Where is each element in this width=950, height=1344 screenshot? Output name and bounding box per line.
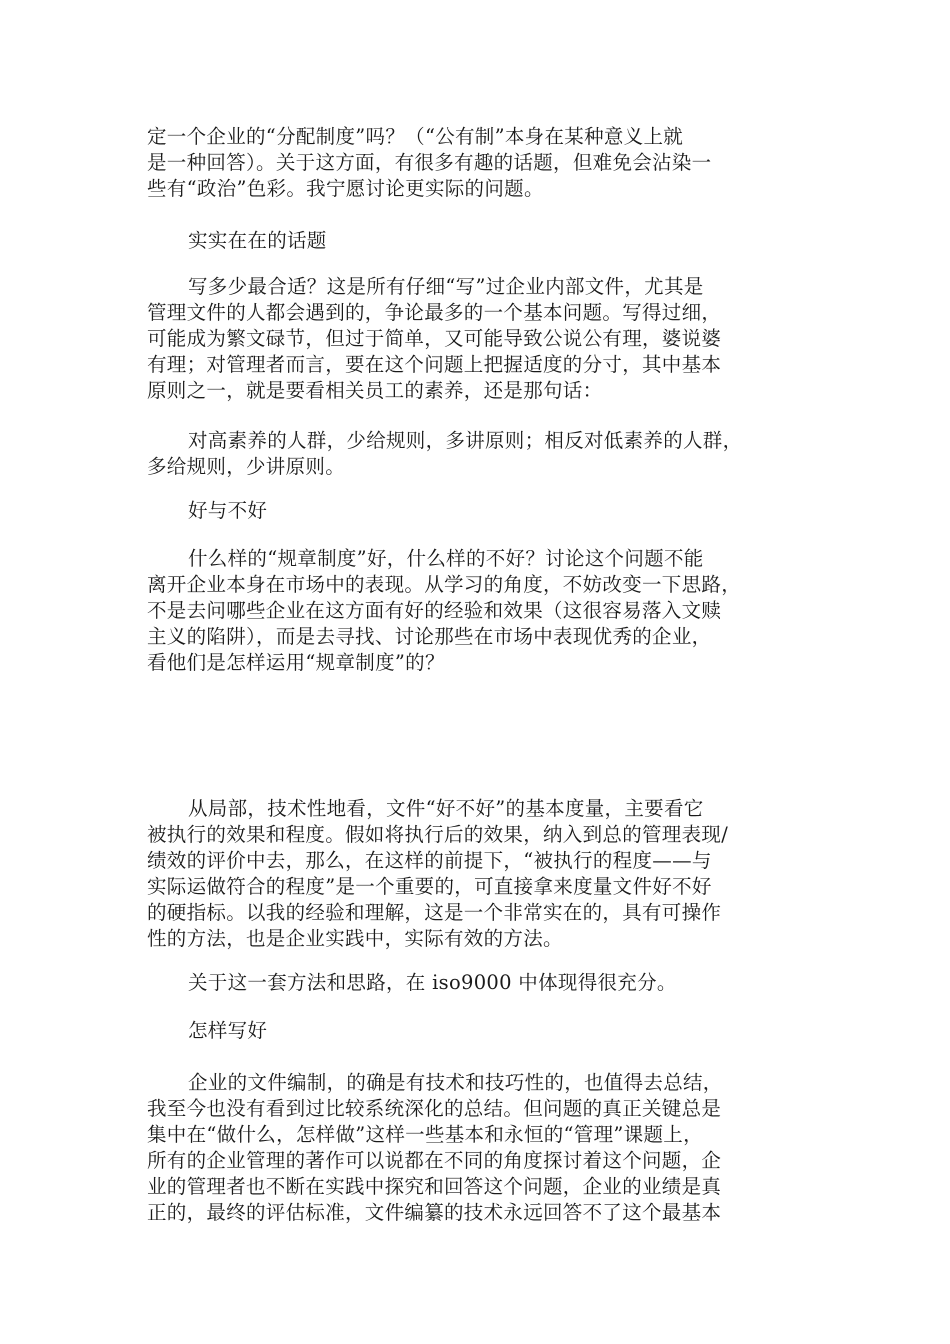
text-line: 企业的文件编制，的确是有技术和技巧性的，也值得去总结， [188,1071,723,1094]
text-line: 什么样的“规章制度”好，什么样的不好？讨论这个问题不能 [188,547,704,570]
heading-how-to-write-well [147,1018,812,1044]
text-line: 多给规则，少讲原则。 [147,455,346,478]
text-line: 管理文件的人都会遇到的，争论最多的一个基本问题。写得过细， [147,301,722,324]
section-heading: 好与不好 [188,499,268,522]
text-line: 离开企业本身在市场中的表现。从学习的角度，不妨改变一下思路， [147,573,742,596]
paragraph-how-much-to-write [147,274,812,404]
paragraph-rules-principles [147,428,812,480]
text-line: 实际运做符合的程度”是一个重要的，可直接拿来度量文件好不好 [147,875,712,898]
text-line: 业的管理者也不断在实践中探究和回答这个问题，企业的业绩是真 [147,1175,722,1198]
paragraph-document-compilation [147,1070,812,1226]
section-heading: 怎样写好 [188,1019,268,1042]
text-line: 有理；对管理者而言，要在这个问题上把握适度的分寸，其中基本 [147,353,722,376]
text-line: 定一个企业的“分配制度”吗？（“公有制”本身在某种意义上就 [147,125,684,148]
paragraph-local-technical [147,796,812,952]
text-line: 绩效的评价中去，那么，在这样的前提下，“被执行的程度——与 [147,849,712,872]
text-line: 是一种回答）。关于这方面，有很多有趣的话题，但难免会沾染一 [147,151,712,174]
text-line: 不是去问哪些企业在这方面有好的经验和效果（这很容易落入文赎 [147,599,722,622]
paragraph-iso9000 [147,970,812,996]
heading-practical-topic [147,228,812,254]
text-line: 关于这一套方法和思路，在 iso9000 中体现得很充分。 [188,971,677,994]
text-line: 我至今也没有看到过比较系统深化的总结。但问题的真正关键总是 [147,1097,722,1120]
text-line: 集中在“做什么，怎样做”这样一些基本和永恒的“管理”课题上， [147,1123,703,1146]
heading-good-and-bad [147,498,812,524]
text-line: 可能成为繁文碌节，但过于简单，又可能导致公说公有理，婆说婆 [147,327,722,350]
text-line: 对高素养的人群，少给规则，多讲原则；相反对低素养的人群， [188,429,743,452]
text-line: 被执行的效果和程度。假如将执行后的效果，纳入到总的管理表现/ [147,823,729,846]
paragraph-distribution-system [147,124,812,202]
text-line: 性的方法，也是企业实践中，实际有效的方法。 [147,927,563,950]
text-line: 些有“政治”色彩。我宁愿讨论更实际的问题。 [147,177,544,200]
section-heading: 实实在在的话题 [188,229,327,252]
text-line: 所有的企业管理的著作可以说都在不同的角度探讨着这个问题，企 [147,1149,722,1172]
text-line: 正的，最终的评估标准，文件编纂的技术永远回答不了这个最基本 [147,1201,722,1224]
text-line: 原则之一，就是要看相关员工的素养，还是那句话： [147,379,603,402]
text-line: 写多少最合适？这是所有仔细“写”过企业内部文件，尤其是 [188,275,704,298]
text-line: 看他们是怎样运用“规章制度”的？ [147,651,445,674]
text-line: 主义的陷阱），而是去寻找、讨论那些在市场中表现优秀的企业， [147,625,712,648]
text-line: 的硬指标。以我的经验和理解，这是一个非常实在的，具有可操作 [147,901,722,924]
text-line: 从局部，技术性地看，文件“好不好”的基本度量，主要看它 [188,797,704,820]
paragraph-what-is-good [147,546,812,676]
